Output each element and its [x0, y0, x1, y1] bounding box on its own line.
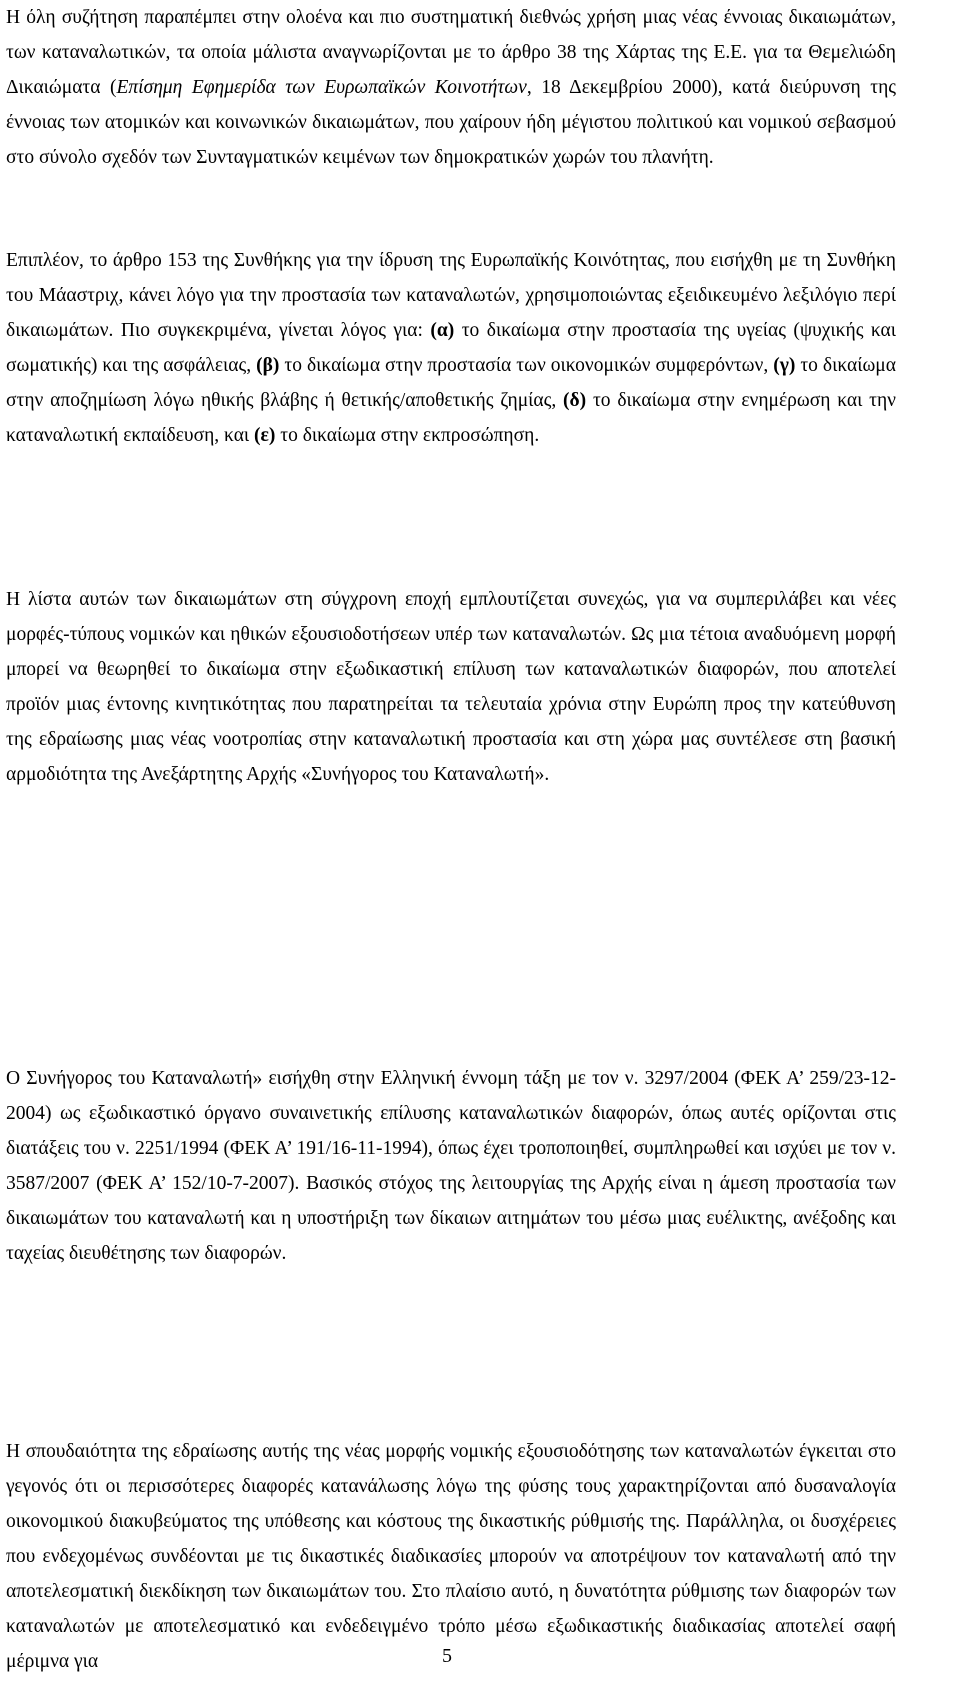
journal-title-italic: Επίσημη Εφημερίδα των Ευρωπαϊκών Κοινοτήτων: [116, 77, 527, 98]
paragraph-text: το δικαίωμα στην εκπροσώπηση.: [275, 425, 540, 446]
paragraph-charter-rights: [6, 0, 896, 175]
list-marker-c: (γ): [773, 355, 796, 376]
paragraph-text: το δικαίωμα στην αποζημίωση λόγω ηθικής βλάβης ή θετικής/αποθετικής ζημίας,: [6, 355, 896, 411]
paragraph-text: Επιπλέον, το άρθρο 153 της Συνθήκης για την ίδρυση της Ευρωπαϊκής Κοινότητας, που εισήχθη με τη Συνθήκη του Μάαστριχ, κάνει λόγο για την προστασία των καταναλωτών, χρησιμοποιώντας εξειδικευμένο λεξιλόγιο περί δικαιωμάτων. Πιο συγκεκριμένα, γίνεται λόγος για:: [6, 250, 896, 341]
list-marker-b: (β): [256, 355, 280, 376]
paragraph-text: το δικαίωμα στην προστασία της υγείας (ψυχικής και σωματικής) και της ασφάλειας,: [6, 320, 896, 376]
page-number: 5: [442, 1645, 452, 1667]
list-marker-d: (δ): [563, 390, 587, 411]
paragraph-article-153: [6, 243, 896, 453]
list-marker-a: (α): [430, 320, 455, 341]
paragraph-text: Η όλη συζήτηση παραπέμπει στην ολοένα και πιο συστηματική διεθνώς χρήση μιας νέας έννοιας δικαιωμάτων, των καταναλωτικών, τα οποία μάλιστα αναγνωρίζονται με το άρθρο 38 της Χάρτας της Ε.Ε. για τα Θεμελιώδη Δικαιώματα (: [6, 7, 896, 98]
paragraph-rights-list: Η λίστα αυτών των δικαιωμάτων στη σύγχρονη εποχή εμπλουτίζεται συνεχώς, για να συμπεριλάβει και νέες μορφές-τύπους νομικών και ηθικών εξουσιοδοτήσεων υπέρ των καταναλωτών. Ως μια τέτοια αναδυόμενη μορφή μπορεί να θεωρηθεί το δικαίωμα στην εξωδικαστική επίλυση των καταναλωτικών διαφορών, που αποτελεί προϊόν μιας έντονης κινητικότητας που παρατηρείται τα τελευταία χρόνια στην Ευρώπη προς την κατεύθυνση της εδραίωσης μιας νέας νοοτροπίας στην καταναλωτική προστασία και στη χώρα μας συντέλεσε στη βασική αρμοδιότητα της Ανεξάρτητης Αρχής «Συνήγορος του Καταναλωτή».: [6, 589, 896, 785]
paragraph-importance: Η σπουδαιότητα της εδραίωσης αυτής της νέας μορφής νομικής εξουσιοδότησης των καταναλωτών έγκειται στο γεγονός ότι οι περισσότερες διαφορές κατανάλωσης λόγω της φύσης τους χαρακτηρίζονται από δυσαναλογία οικονομικού διακυβεύματος της υπόθεσης και κόστους της δικαστικής ρύθμισής της. Παράλληλα, οι δυσχέρειες που ενδεχομένως συνδέονται με τις δικαστικές διαδικασίες μπορούν να αποτρέψουν τον καταναλωτή από την αποτελεσματική διεκδίκηση των δικαιωμάτων του. Στο πλαίσιο αυτό, η δυνατότητα ρύθμισης των διαφορών των καταναλωτών με αποτελεσματικό και ενδεδειγμένο τρόπο μέσω εξωδικαστικής διαδικασίας αποτελεί σαφή μέριμνα για: [6, 1441, 896, 1672]
paragraph-consumer-ombudsman: Ο Συνήγορος του Καταναλωτή» εισήχθη στην Ελληνική έννομη τάξη με τον ν. 3297/2004 (ΦΕΚ Α’ 259/23-12-2004) ως εξωδικαστικό όργανο συναινετικής επίλυσης καταναλωτικών διαφορών, όπως αυτές ορίζονται στις διατάξεις του ν. 2251/1994 (ΦΕΚ Α’ 191/16-11-1994), όπως έχει τροποποιηθεί, συμπληρωθεί και ισχύει με τον ν. 3587/2007 (ΦΕΚ Α’ 152/10-7-2007). Βασικός στόχος της λειτουργίας της Αρχής είναι η άμεση προστασία των δικαιωμάτων του καταναλωτή και η υποστήριξη των δίκαιων αιτημάτων του μέσω μιας ευέλικτης, ανέξοδης και ταχείας διευθέτησης των διαφορών.: [6, 1068, 896, 1264]
paragraph-text: το δικαίωμα στην προστασία των οικονομικών συμφερόντων,: [279, 355, 774, 376]
paragraph-text: , 18 Δεκεμβρίου 2000), κατά διεύρυνση της έννοιας των ατομικών και κοινωνικών δικαιωμάτων, που χαίρουν ήδη μέγιστου πολιτικού και νομικού σεβασμού στο σύνολο σχεδόν των Συνταγματικών κειμένων των δημοκρατικών χωρών του πλανήτη.: [6, 77, 896, 168]
list-marker-e: (ε): [254, 425, 276, 446]
paragraph-text: το δικαίωμα στην ενημέρωση και την καταναλωτική εκπαίδευση, και: [6, 390, 896, 446]
